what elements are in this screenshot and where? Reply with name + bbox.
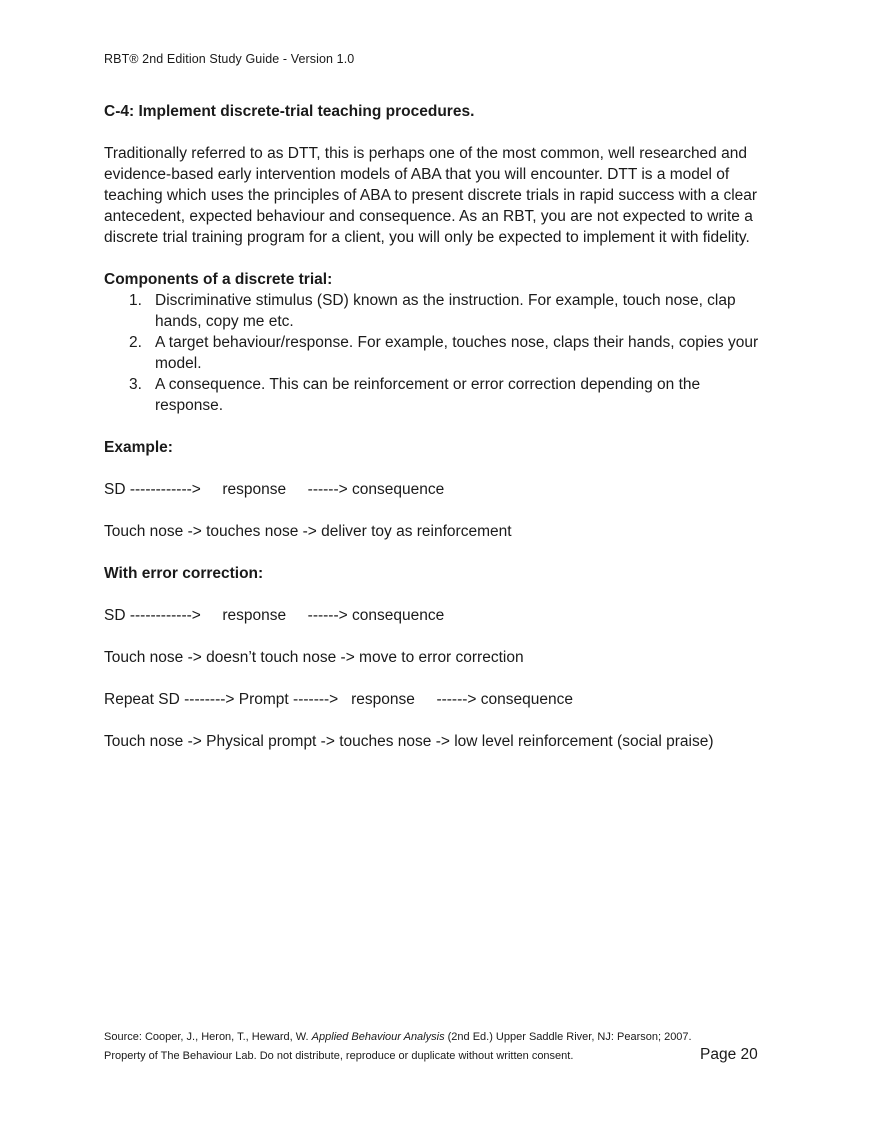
list-item — [104, 290, 784, 332]
spacer — [104, 710, 784, 731]
intro-line: Traditionally referred to as DTT, this is perhaps one of the most common, well researched and — [104, 145, 747, 162]
spacer — [104, 248, 784, 269]
components-heading: Components of a discrete trial: — [104, 271, 333, 288]
list-item-line: A consequence. This can be reinforcement or error correction depending on the — [155, 376, 701, 393]
main-content — [104, 101, 784, 752]
list-item — [104, 332, 784, 374]
footer-source — [104, 1031, 692, 1043]
footer-source-suffix: (2nd Ed.) Upper Saddle River, NJ: Pearson; 2007. — [444, 1031, 692, 1043]
repeat-flow: Repeat SD --------> Prompt -------> response ------> consequence — [104, 691, 573, 708]
list-item-line: model. — [155, 355, 202, 372]
error-correction-flow: SD ------------> response ------> consequence — [104, 607, 445, 624]
spacer — [104, 542, 784, 563]
spacer — [104, 584, 784, 605]
list-item-number: 3. — [129, 376, 142, 393]
intro-paragraph — [104, 143, 784, 248]
page-header: RBT® 2nd Edition Study Guide - Version 1.0 — [104, 52, 355, 66]
spacer — [104, 458, 784, 479]
footer-source-title: Applied Behaviour Analysis — [311, 1031, 445, 1043]
list-item-line: Discriminative stimulus (SD) known as the instruction. For example, touch nose, clap — [155, 292, 736, 309]
spacer — [104, 122, 784, 143]
error-correction-instance: Touch nose -> doesn’t touch nose -> move to error correction — [104, 649, 524, 666]
list-item-number: 2. — [129, 334, 142, 351]
list-item-line: A target behaviour/response. For example, touches nose, claps their hands, copies your — [155, 334, 759, 351]
footer-property: Property of The Behaviour Lab. Do not distribute, reproduce or duplicate without written consent. — [104, 1050, 574, 1062]
section-title: C-4: Implement discrete-trial teaching procedures. — [104, 103, 475, 120]
spacer — [104, 668, 784, 689]
list-item-line: hands, copy me etc. — [155, 313, 294, 330]
intro-line: evidence-based early intervention models of ABA that you will encounter. DTT is a model of — [104, 166, 730, 183]
spacer — [104, 500, 784, 521]
intro-line: teaching which uses the principles of ABA to present discrete trials in rapid success with a clear — [104, 187, 758, 204]
repeat-instance: Touch nose -> Physical prompt -> touches nose -> low level reinforcement (social praise) — [104, 733, 714, 750]
example-flow: SD ------------> response ------> consequence — [104, 481, 445, 498]
error-correction-heading: With error correction: — [104, 565, 264, 582]
page-number: Page 20 — [700, 1046, 758, 1063]
example-heading: Example: — [104, 439, 173, 456]
spacer — [104, 626, 784, 647]
list-item-line: response. — [155, 397, 224, 414]
spacer — [104, 416, 784, 437]
footer-source-prefix: Source: Cooper, J., Heron, T., Heward, W. — [104, 1031, 312, 1043]
list-item — [104, 374, 784, 416]
example-instance: Touch nose -> touches nose -> deliver toy as reinforcement — [104, 523, 512, 540]
list-item-number: 1. — [129, 292, 142, 309]
intro-line: discrete trial training program for a client, you will only be expected to implement it with fidelity. — [104, 229, 750, 246]
intro-line: antecedent, expected behaviour and consequence. As an RBT, you are not expected to write a — [104, 208, 753, 225]
components-list — [104, 290, 784, 416]
